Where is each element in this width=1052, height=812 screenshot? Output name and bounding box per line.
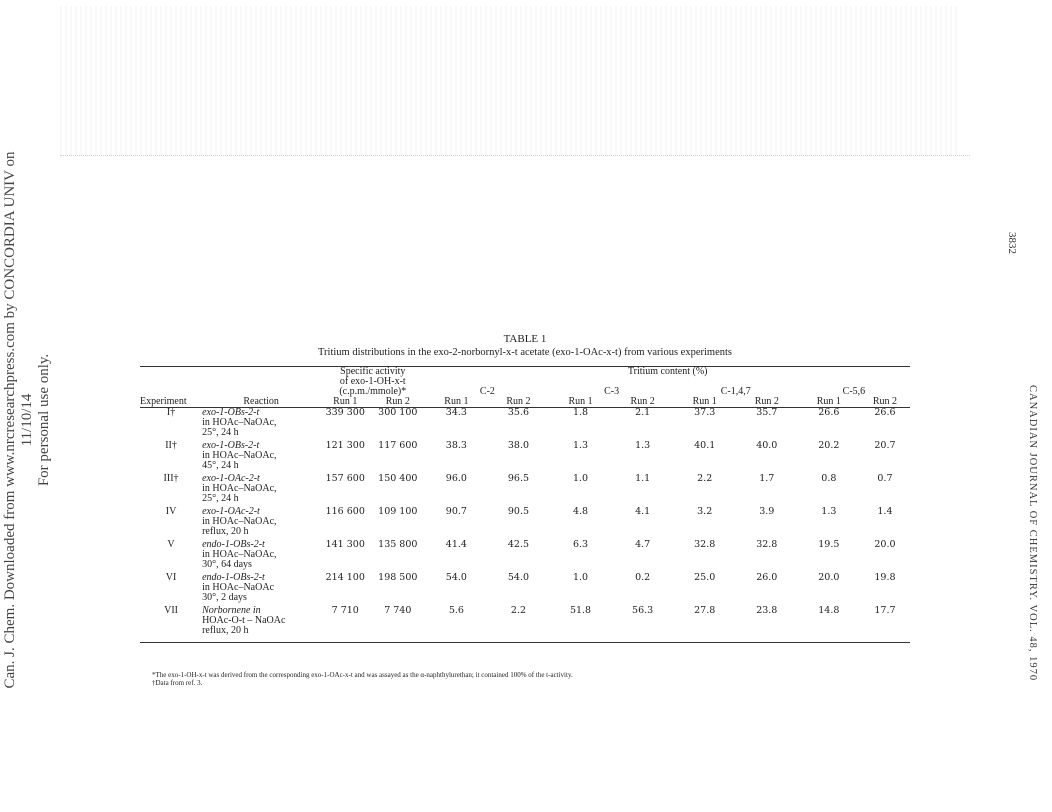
value-cell-c147-2: 35.7 bbox=[756, 407, 778, 418]
value-cell-c56-1: 0.8 bbox=[821, 473, 837, 484]
value-cell-c2-2: 54.0 bbox=[507, 572, 530, 583]
value-cell-c147-1: 27.8 bbox=[674, 606, 736, 643]
scan-artifact-top bbox=[60, 6, 960, 156]
reaction-line: 30°, 2 days bbox=[202, 592, 247, 603]
c147-run2-header: Run 2 bbox=[736, 397, 798, 408]
value-cell-sa2: 198 500 bbox=[378, 572, 418, 583]
group-c2: C-2 bbox=[479, 386, 495, 397]
c147-run1-header: Run 1 bbox=[674, 397, 736, 408]
value-cell-sa2: 150 400 bbox=[378, 473, 418, 484]
value-cell-c147-2: 23.8 bbox=[736, 606, 798, 643]
specific-activity-header bbox=[320, 367, 425, 398]
value-cell-sa1: 339 300 bbox=[325, 407, 365, 418]
reaction-cell bbox=[202, 474, 320, 507]
reaction-line: in HOAc–NaOAc, bbox=[202, 450, 277, 461]
table-heading bbox=[140, 332, 910, 360]
value-cell-c3-2: 1.3 bbox=[635, 440, 651, 451]
value-cell-c3-1: 4.8 bbox=[572, 506, 589, 517]
value-cell-sa1: 214 100 bbox=[325, 572, 365, 583]
group-c3: C-3 bbox=[604, 386, 620, 397]
tritium-table bbox=[140, 366, 910, 643]
value-cell-c147-1: 3.2 bbox=[697, 506, 713, 517]
value-cell-c2-1: 38.3 bbox=[445, 440, 467, 451]
tritium-content-header: Tritium content (%) bbox=[425, 367, 910, 378]
value-cell-c3-1: 1.0 bbox=[572, 473, 589, 484]
value-cell-c2-2: 38.0 bbox=[507, 440, 530, 451]
value-cell-c56-1: 19.5 bbox=[818, 539, 840, 550]
table-row bbox=[140, 606, 910, 643]
value-cell-c56-1: 20.0 bbox=[818, 572, 840, 583]
value-cell-c147-2: 3.9 bbox=[759, 506, 775, 517]
value-cell-sa2: 7 740 bbox=[370, 606, 425, 643]
group-c56: C-5,6 bbox=[842, 386, 866, 397]
value-cell-c147-2: 32.8 bbox=[756, 539, 778, 550]
value-cell-sa1: 121 300 bbox=[325, 440, 365, 451]
value-cell-sa1: 141 300 bbox=[325, 539, 365, 550]
table-row bbox=[140, 507, 910, 540]
sa-run2-header: Run 2 bbox=[370, 397, 425, 408]
value-cell-c56-1: 26.6 bbox=[818, 407, 840, 418]
reaction-line: 45°, 24 h bbox=[202, 460, 239, 471]
footnote-dagger: †Data from ref. 3. bbox=[152, 679, 203, 687]
value-cell-c2-1: 5.6 bbox=[425, 606, 487, 643]
value-cell-c147-1: 25.0 bbox=[694, 572, 716, 583]
value-cell-c56-2: 19.8 bbox=[874, 572, 896, 583]
c56-run2-header: Run 2 bbox=[860, 397, 910, 408]
experiment-cell: III† bbox=[163, 473, 179, 484]
reaction-line: 30°, 64 days bbox=[202, 559, 252, 570]
table-row bbox=[140, 540, 910, 573]
group-c147: C-1,4,7 bbox=[720, 386, 751, 397]
value-cell-c2-2: 96.5 bbox=[507, 473, 530, 484]
value-cell-sa2: 135 800 bbox=[378, 539, 418, 550]
value-cell-c2-1: 34.3 bbox=[445, 407, 467, 418]
value-cell-c2-1: 41.4 bbox=[445, 539, 467, 550]
experiment-cell: IV bbox=[165, 506, 177, 517]
reaction-cell bbox=[202, 540, 320, 573]
value-cell-sa2: 300 100 bbox=[378, 407, 418, 418]
table-row bbox=[140, 573, 910, 606]
value-cell-sa1: 7 710 bbox=[320, 606, 370, 643]
value-cell-c147-2: 26.0 bbox=[756, 572, 778, 583]
value-cell-c56-2: 1.4 bbox=[877, 506, 893, 517]
value-cell-c2-1: 54.0 bbox=[445, 572, 467, 583]
value-cell-c2-2: 35.6 bbox=[507, 407, 530, 418]
value-cell-c147-1: 40.1 bbox=[694, 440, 716, 451]
value-cell-c2-2: 90.5 bbox=[507, 506, 530, 517]
table-body bbox=[140, 408, 910, 643]
reaction-line: in HOAc–NaOAc, bbox=[202, 516, 277, 527]
value-cell-c2-2: 2.2 bbox=[487, 606, 549, 643]
reaction-line: reflux, 20 h bbox=[202, 625, 249, 636]
reaction-line: endo-1-OBs-2-t bbox=[202, 572, 265, 583]
value-cell-c147-1: 2.2 bbox=[697, 473, 713, 484]
experiment-cell: II† bbox=[165, 440, 177, 451]
c56-run1-header: Run 1 bbox=[798, 397, 860, 408]
c3-run1-header: Run 1 bbox=[550, 397, 612, 408]
reaction-line: exo-1-OBs-2-t bbox=[202, 407, 260, 418]
value-cell-c3-1: 1.0 bbox=[572, 572, 589, 583]
value-cell-c56-2: 26.6 bbox=[874, 407, 896, 418]
journal-running-head: CANADIAN JOURNAL OF CHEMISTRY. VOL. 48, 1970 bbox=[1027, 385, 1038, 682]
reaction-header: Reaction bbox=[202, 397, 320, 408]
sa-line-2: of exo-1-OH-x-t bbox=[339, 376, 406, 387]
value-cell-c3-1: 51.8 bbox=[550, 606, 612, 643]
table-caption: Tritium distributions in the exo-2-norbornyl-x-t acetate (exo-1-OAc-x-t) from various experiments bbox=[318, 347, 732, 358]
table-row bbox=[140, 474, 910, 507]
sa-run1-header: Run 1 bbox=[320, 397, 370, 408]
reaction-line: in HOAc–NaOAc, bbox=[202, 549, 277, 560]
value-cell-c147-1: 32.8 bbox=[694, 539, 716, 550]
value-cell-c3-1: 1.3 bbox=[572, 440, 589, 451]
value-cell-sa2: 109 100 bbox=[378, 506, 418, 517]
value-cell-sa1: 157 600 bbox=[325, 473, 365, 484]
value-cell-c147-2: 40.0 bbox=[756, 440, 778, 451]
reaction-cell bbox=[202, 606, 320, 643]
reaction-line: exo-1-OBs-2-t bbox=[202, 440, 260, 451]
download-watermark bbox=[2, 140, 53, 700]
value-cell-c56-2: 20.7 bbox=[874, 440, 896, 451]
reaction-line: Norbornene in bbox=[202, 605, 261, 616]
experiment-cell: I† bbox=[166, 407, 176, 418]
value-cell-c3-2: 0.2 bbox=[635, 572, 651, 583]
value-cell-sa1: 116 600 bbox=[325, 506, 365, 517]
experiment-cell: VI bbox=[165, 572, 177, 583]
value-cell-c3-1: 6.3 bbox=[572, 539, 589, 550]
reaction-line: HOAc-O-t – NaOAc bbox=[202, 615, 286, 626]
value-cell-c3-2: 56.3 bbox=[612, 606, 674, 643]
value-cell-c56-2: 20.0 bbox=[874, 539, 896, 550]
watermark-line-2: For personal use only. bbox=[36, 353, 52, 487]
reaction-line: exo-1-OAc-2-t bbox=[202, 473, 260, 484]
reaction-line: 25°, 24 h bbox=[202, 493, 239, 504]
reaction-cell bbox=[202, 408, 320, 442]
value-cell-c147-1: 37.3 bbox=[694, 407, 716, 418]
reaction-line: in HOAc–NaOAc, bbox=[202, 483, 277, 494]
reaction-line: in HOAc–NaOAc bbox=[202, 582, 275, 593]
reaction-line: in HOAc–NaOAc, bbox=[202, 417, 277, 428]
value-cell-c56-1: 1.3 bbox=[821, 506, 837, 517]
value-cell-c2-1: 90.7 bbox=[445, 506, 467, 517]
value-cell-c3-2: 1.1 bbox=[635, 473, 651, 484]
sa-line-3: (c.p.m./mmole)* bbox=[339, 386, 407, 397]
reaction-cell bbox=[202, 441, 320, 474]
footnote-asterisk: *The exo-1-OH-x-t was derived from the corresponding exo-1-OAc-x-t and was assayed as the α-naphthylurethan; it contained 100% of the t-activity. bbox=[152, 671, 573, 679]
value-cell-c56-1: 14.8 bbox=[798, 606, 860, 643]
experiment-header: Experiment bbox=[140, 397, 202, 408]
value-cell-c147-2: 1.7 bbox=[759, 473, 775, 484]
c2-run2-header: Run 2 bbox=[487, 397, 549, 408]
reaction-cell bbox=[202, 573, 320, 606]
table-footnotes bbox=[152, 671, 912, 687]
scan-divider bbox=[60, 155, 970, 157]
c2-run1-header: Run 1 bbox=[425, 397, 487, 408]
reaction-line: exo-1-OAc-2-t bbox=[202, 506, 260, 517]
value-cell-c56-2: 0.7 bbox=[877, 473, 893, 484]
value-cell-c3-2: 4.7 bbox=[635, 539, 651, 550]
table-title: TABLE 1 bbox=[503, 333, 547, 345]
experiment-cell: V bbox=[167, 539, 175, 550]
watermark-line-1: Can. J. Chem. Downloaded from www.nrcresearchpress.com by CONCORDIA UNIV on 11/10/14 bbox=[2, 151, 35, 689]
table-row bbox=[140, 408, 910, 442]
value-cell-c56-2: 17.7 bbox=[860, 606, 910, 643]
reaction-line: reflux, 20 h bbox=[202, 526, 249, 537]
value-cell-c3-1: 1.8 bbox=[572, 407, 589, 418]
reaction-cell bbox=[202, 507, 320, 540]
sa-line-1: Specific activity bbox=[340, 366, 406, 377]
value-cell-sa2: 117 600 bbox=[378, 440, 418, 451]
c3-run2-header: Run 2 bbox=[612, 397, 674, 408]
page-number: 3832 bbox=[1006, 232, 1018, 254]
reaction-line: 25°, 24 h bbox=[202, 427, 239, 438]
value-cell-c3-2: 4.1 bbox=[635, 506, 651, 517]
value-cell-c56-1: 20.2 bbox=[818, 440, 840, 451]
table-row bbox=[140, 441, 910, 474]
reaction-line: endo-1-OBs-2-t bbox=[202, 539, 265, 550]
experiment-cell: VII bbox=[140, 606, 202, 643]
value-cell-c2-1: 96.0 bbox=[445, 473, 467, 484]
value-cell-c3-2: 2.1 bbox=[635, 407, 651, 418]
value-cell-c2-2: 42.5 bbox=[507, 539, 530, 550]
